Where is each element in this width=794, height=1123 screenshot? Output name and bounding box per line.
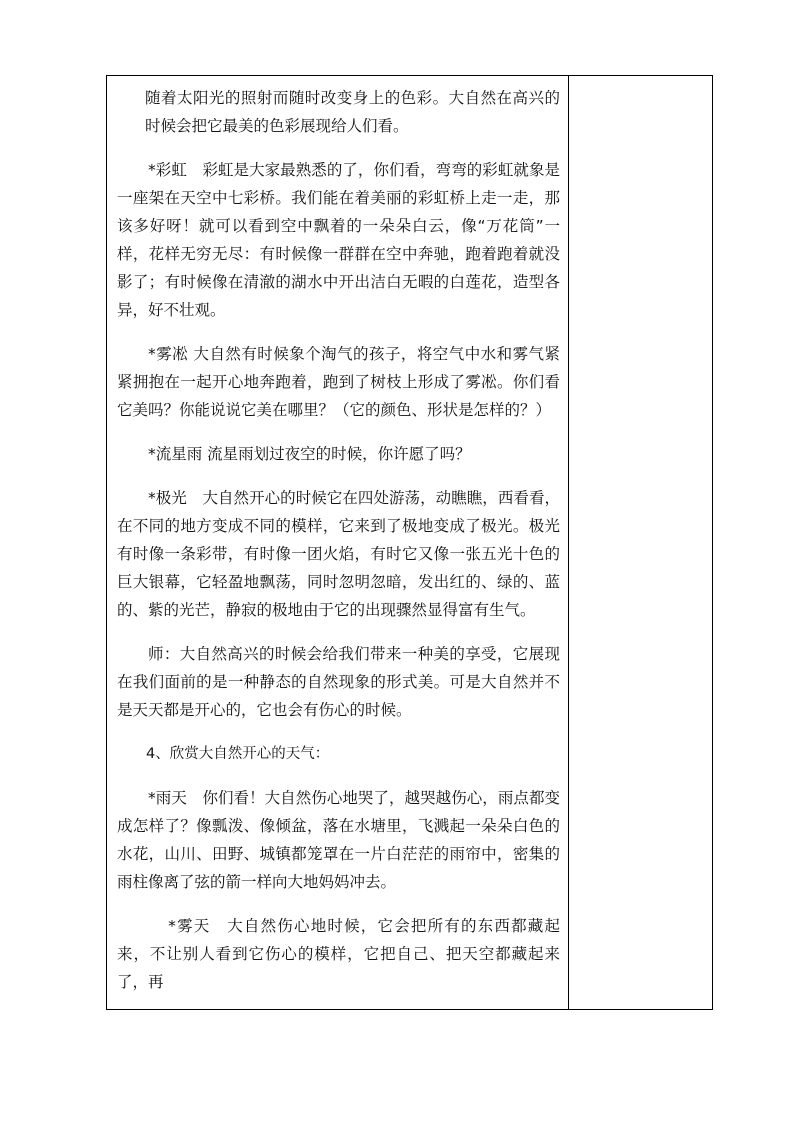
paragraph-rain: *雨天 你们看！大自然伤心地哭了，越哭越伤心，雨点都变成怎样了？像瓢泼、像倾盆，落在水塘里，飞溅起一朵朵白色的水花，山川、田野、城镇都笼罩在一片白茫茫的雨帘中，密集的雨柱像离了弦的箭一样向大地妈妈冲去。 xyxy=(117,789,560,891)
lesson-table xyxy=(106,75,713,1010)
paragraph-teacher: 师：大自然高兴的时候会给我们带来一种美的享受，它展现在我们面前的是一种静态的自然现象的形式美。可是大自然并不是天天都是开心的，它也会有伤心的时候。 xyxy=(117,645,560,719)
content-cell xyxy=(107,76,568,1009)
paragraph-aurora: *极光 大自然开心的时候它在四处游荡，动瞧瞧，西看看，在不同的地方变成不同的模样，它来到了极地变成了极光。极光有时像一条彩带，有时像一团火焰，有时它又像一张五光十色的巨大银幕，它轻盈地飘荡，同时忽明忽暗，发出红的、绿的、蓝的、紫的光芒，静寂的极地由于它的出现骤然显得富有生气。 xyxy=(117,489,560,619)
paragraph-fog: *雾天 大自然伤心地时候，它会把所有的东西都藏起来，不让别人看到它伤心的模样，它把自己、把天空都藏起来了，再 xyxy=(117,917,560,991)
paragraph-rime: *雾凇 大自然有时候象个淘气的孩子，将空气中水和雾气紧紧拥抱在一起开心地奔跑着，跑到了树枝上形成了雾凇。你们看它美吗？你能说说它美在哪里？（它的颜色、形状是怎样的？） xyxy=(117,345,560,419)
paragraph-rainbow: *彩虹 彩虹是大家最熟悉的了，你们看，弯弯的彩虹就象是一座架在天空中七彩桥。我们能在着美丽的彩虹桥上走一走，那该多好呀！就可以看到空中飘着的一朵朵白云，像“万花筒”一样，花样无穷无尽：有时候像一群群在空中奔驰，跑着跑着就没影了；有时候像在清澈的湖水中开出洁白无暇的白莲花，造型各异，好不壮观。 xyxy=(117,161,560,319)
paragraph-intro: 随着太阳光的照射而随时改变身上的色彩。大自然在高兴的时候会把它最美的色彩展现给人们看。 xyxy=(145,89,560,135)
paragraph-section-heading: 4、欣赏大自然开心的天气： xyxy=(146,746,330,762)
column-divider xyxy=(568,76,569,1009)
paragraph-meteor-shower: *流星雨 流星雨划过夜空的时候，你许愿了吗？ xyxy=(148,445,471,463)
